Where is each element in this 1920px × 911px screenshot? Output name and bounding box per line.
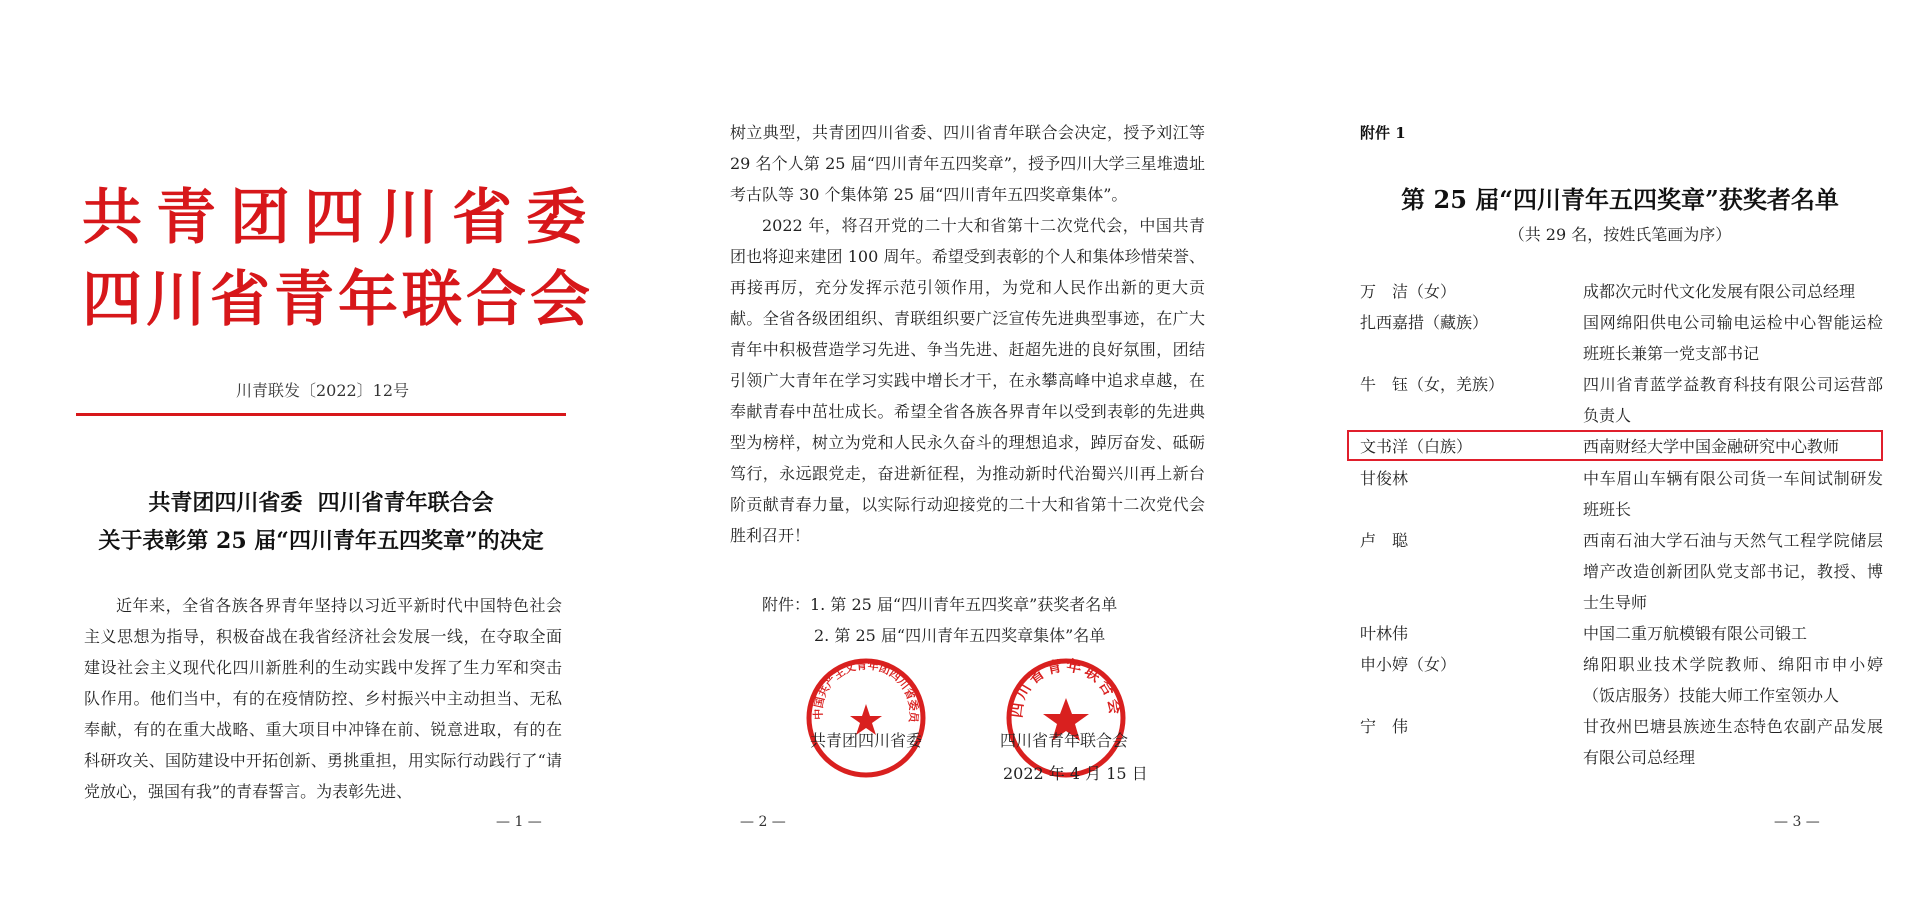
- signature-left: 共青团四川省委: [810, 731, 923, 750]
- awardee-unit: 四川省青蓝学益教育科技有限公司运营部负责人: [1583, 375, 1883, 425]
- awardee-unit: 绵阳职业技术学院教师、绵阳市申小婷（饭店服务）技能大师工作室领办人: [1583, 655, 1883, 705]
- awardee-unit: 中国二重万航模锻有限公司锻工: [1583, 624, 1808, 643]
- document-number: 川青联发〔2022〕12号: [235, 381, 410, 400]
- awardee-name: 万 洁（女）: [1360, 282, 1457, 301]
- seal-right-text: 四川省青年联合会: [1007, 656, 1125, 719]
- org-header-line-2: 四川省青年联合会: [82, 265, 594, 335]
- signature-right: 四川省青年联合会: [1000, 731, 1129, 750]
- red-divider: [76, 413, 566, 416]
- awardee-name: 申小婷（女）: [1360, 655, 1457, 674]
- body-paragraph-continued: 树立典型，共青团四川省委、四川省青年联合会决定，授予刘江等 29 名个人第 25 届“四川青年五四奖章”，授予四川大学三星堆遗址考古队等 30 个集体第 25 届“四川青年五四奖章集体”。: [730, 123, 1205, 204]
- page-number: — 3 —: [1774, 814, 1820, 830]
- attachment-label: 附件 1: [1360, 124, 1406, 142]
- document-page-2: [700, 0, 1260, 911]
- awardee-unit: 甘孜州巴塘县族迹生态特色农副产品发展有限公司总经理: [1583, 717, 1883, 767]
- org-header-line-1: 共青团四川省委: [82, 183, 600, 253]
- awardee-name: 扎西嘉措（藏族）: [1360, 313, 1489, 332]
- awardee-list-subtitle: （共 29 名，按姓氏笔画为序）: [1508, 225, 1732, 244]
- awardee-name: 牛 钰（女，羌族）: [1360, 375, 1505, 394]
- attachment-line-1: 附件：1. 第 25 届“四川青年五四奖章”获奖者名单: [762, 595, 1118, 614]
- awardee-name: 甘俊林: [1360, 469, 1409, 488]
- awardee-unit: 西南石油大学石油与天然气工程学院储层增产改造创新团队党支部书记，教授、博士生导师: [1583, 531, 1883, 612]
- awardee-name: 叶林伟: [1360, 624, 1409, 643]
- awardee-unit: 成都次元时代文化发展有限公司总经理: [1583, 282, 1856, 301]
- page-number: — 1 —: [496, 814, 542, 830]
- awardee-list-title: 第 25 届“四川青年五四奖章”获奖者名单: [1401, 185, 1839, 214]
- signature-date: 2022 年 4 月 15 日: [1003, 764, 1148, 783]
- document-page-3: [1320, 0, 1920, 911]
- decision-title-line-2: 关于表彰第 25 届“四川青年五四奖章”的决定: [98, 528, 544, 554]
- attachment-line-2: 2. 第 25 届“四川青年五四奖章集体”名单: [814, 626, 1106, 645]
- awardee-name: 卢 聪: [1360, 531, 1409, 550]
- decision-title-line-1: 共青团四川省委 四川省青年联合会: [148, 490, 494, 516]
- document-page-1: [0, 0, 620, 911]
- decision-body-paragraph: 近年来，全省各族各界青年坚持以习近平新时代中国特色社会主义思想为指导，积极奋战在我省经济社会发展一线，在夺取全面建设社会主义现代化四川新胜利的生动实践中发挥了生力军和突击队作用。他们当中，有的在疫情防控、乡村振兴中主动担当、无私奉献，有的在重大战略、重大项目中冲锋在前、锐意进取，有的在科研攻关、国防建设中开拓创新、勇挑重担，用实际行动践行了“请党放心，强国有我”的青春誓言。为表彰先进、: [84, 596, 562, 801]
- awardee-unit: 西南财经大学中国金融研究中心教师: [1583, 437, 1840, 456]
- highlight-box: [1347, 430, 1883, 461]
- awardee-unit: 中车眉山车辆有限公司货一车间试制研发班班长: [1583, 469, 1883, 519]
- body-paragraph-2022: 2022 年，将召开党的二十大和省第十二次党代会，中国共青团也将迎来建团 100 周年。希望受到表彰的个人和集体珍惜荣誉、再接再厉，充分发挥示范引领作用，为党和人民作出新的更大贡献。全省各级团组织、青联组织要广泛宣传先进典型事迹，在广大青年中积极营造学习先进、争当先进、赶超先进的良好氛围，团结引领广大青年在学习实践中增长才干，在永攀高峰中追求卓越，在奉献青春中茁壮成长。希望全省各族各界青年以受到表彰的先进典型为榜样，树立为党和人民永久奋斗的理想追求，踔厉奋发、砥砺笃行，永远跟党走，奋进新征程，为推动新时代治蜀兴川再上新台阶贡献青春力量，以实际行动迎接党的二十大和省第十二次党代会胜利召开！: [730, 216, 1205, 545]
- official-seal-left: [804, 656, 928, 780]
- awardee-unit: 国网绵阳供电公司输电运检中心智能运检班班长兼第一党支部书记: [1583, 313, 1883, 363]
- svg-text:中国共产主义青年团四川省委员会: [804, 656, 921, 724]
- awardee-name: 宁 伟: [1360, 717, 1409, 736]
- awardee-name: 文书洋（白族）: [1360, 437, 1473, 456]
- seal-left-text: 中国共产主义青年团四川省委员: [811, 658, 921, 724]
- page-number: — 2 —: [740, 814, 786, 830]
